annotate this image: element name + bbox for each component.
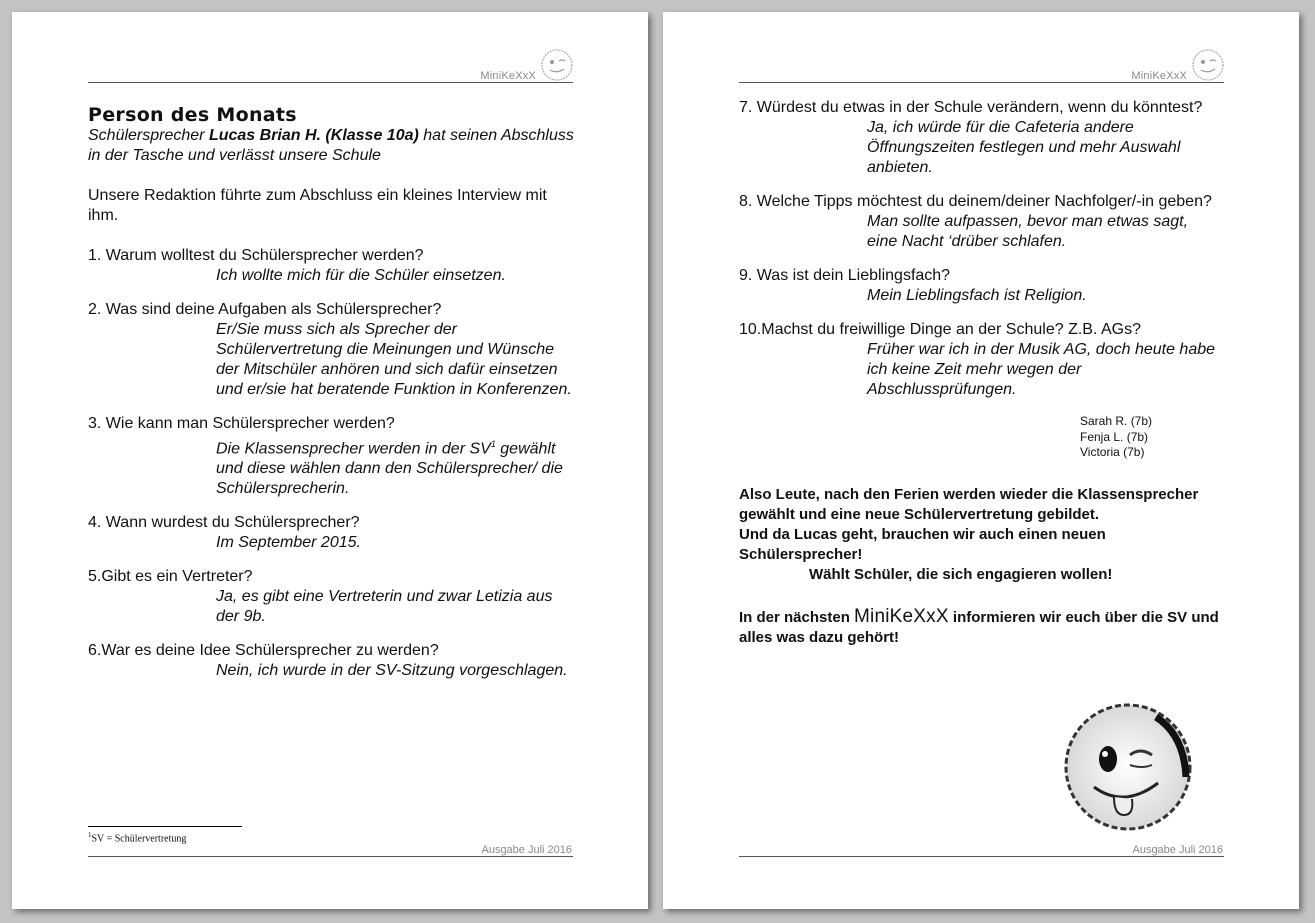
subtitle-post: hat seinen Abschluss in der Tasche und verlässt unsere Schule xyxy=(88,127,574,164)
announcement-line: Wählt Schüler, die sich engagieren wollen! xyxy=(809,565,1113,583)
qa-item xyxy=(88,513,578,553)
closing-brand: MiniKeXxX xyxy=(854,605,949,627)
header-divider xyxy=(739,82,1224,83)
winking-mascot-icon xyxy=(1058,697,1198,837)
subtitle-pre: Schülersprecher xyxy=(88,127,209,144)
qa-item xyxy=(739,98,1219,178)
announcement-line: Und da Lucas geht, brauchen wir auch einen neuen Schülersprecher! xyxy=(739,525,1106,563)
article-body xyxy=(88,104,578,681)
article-body-continued xyxy=(739,98,1219,648)
footnote-text: SV = Schülervertretung xyxy=(91,833,187,845)
qa-item xyxy=(88,641,578,681)
footnote xyxy=(88,831,186,844)
announcement xyxy=(739,485,1219,585)
qa-item xyxy=(88,300,578,400)
footer-edition: Ausgabe Juli 2016 xyxy=(481,844,572,856)
author: Victoria (7b) xyxy=(1080,445,1145,459)
footer-divider xyxy=(88,856,573,857)
answer: Ja, es gibt eine Vertreterin und zwar Letizia aus der 9b. xyxy=(216,588,553,626)
qa-item xyxy=(739,266,1219,306)
question: 7. Würdest du etwas in der Schule verändern, wenn du könntest? xyxy=(739,99,1203,116)
answer: Ja, ich würde für die Cafeteria andere Öffnungszeiten festlegen und mehr Auswahl anbieten. xyxy=(867,119,1181,176)
qa-item xyxy=(739,320,1219,400)
answer: Man sollte aufpassen, bevor man etwas sagt, eine Nacht ‘drüber schlafen. xyxy=(867,213,1189,250)
footnote-divider xyxy=(88,826,242,827)
document-page-right xyxy=(663,12,1299,909)
closing-pre: In der nächsten xyxy=(739,608,855,626)
author-list xyxy=(1080,414,1219,461)
qa-item xyxy=(739,192,1219,252)
question: 9. Was ist dein Lieblingsfach? xyxy=(739,267,951,284)
mascot-logo-small-icon xyxy=(540,48,574,82)
answer: Nein, ich wurde in der SV-Sitzung vorgeschlagen. xyxy=(216,662,568,680)
document-page-left xyxy=(12,12,648,909)
author: Sarah R. (7b) xyxy=(1080,414,1153,428)
article-title: Person des Monats xyxy=(88,104,297,126)
footer-divider xyxy=(739,856,1224,857)
article-subtitle xyxy=(88,126,578,166)
question: 5.Gibt es ein Vertreter? xyxy=(88,568,253,586)
footer-edition: Ausgabe Juli 2016 xyxy=(1132,844,1223,856)
closing-text xyxy=(739,607,1219,648)
question: 1. Warum wolltest du Schülersprecher werden? xyxy=(88,247,424,264)
qa-item xyxy=(88,567,578,627)
answer: Früher war ich in der Musik AG, doch heute habe ich keine Zeit mehr wegen der Abschlussprüfungen. xyxy=(867,341,1216,398)
header-brand: MiniKeXxX xyxy=(480,70,536,82)
footnote-number: 1 xyxy=(88,831,92,839)
answer: Ich wollte mich für die Schüler einsetzen. xyxy=(216,267,506,284)
question: 2. Was sind deine Aufgaben als Schülersprecher? xyxy=(88,301,442,318)
qa-item xyxy=(88,246,578,286)
author: Fenja L. (7b) xyxy=(1080,429,1149,444)
intro-text: Unsere Redaktion führte zum Abschluss ein kleines Interview mit ihm. xyxy=(88,187,547,224)
answer xyxy=(216,434,578,499)
question: 6.War es deine Idee Schülersprecher zu werden? xyxy=(88,642,439,660)
mascot-logo-small-icon xyxy=(1191,48,1225,82)
closing-post: informieren wir euch über die SV und alles was dazu gehört! xyxy=(739,608,1219,646)
answer: Im September 2015. xyxy=(216,534,361,552)
answer: Mein Lieblingsfach ist Religion. xyxy=(867,287,1087,304)
subtitle-bold: Lucas Brian H. (Klasse 10a) xyxy=(208,127,419,144)
question: 8. Welche Tipps möchtest du deinem/deiner Nachfolger/-in geben? xyxy=(739,193,1212,210)
answer: Er/Sie muss sich als Sprecher der Schülervertretung die Meinungen und Wünsche der Mitschüler anhören und sich dafür einsetzen und er/sie hat beratende Funktion in Konferenzen. xyxy=(216,321,572,398)
question: 4. Wann wurdest du Schülersprecher? xyxy=(88,514,360,532)
header-divider xyxy=(88,82,573,83)
announcement-line: Also Leute, nach den Ferien werden wieder die Klassensprecher gewählt und eine neue Schülervertretung gebildet. xyxy=(739,485,1199,523)
header-brand: MiniKeXxX xyxy=(1131,70,1187,82)
question: 3. Wie kann man Schülersprecher werden? xyxy=(88,415,395,432)
question: 10.Machst du freiwillige Dinge an der Schule? Z.B. AGs? xyxy=(739,321,1141,338)
qa-item xyxy=(88,414,578,499)
footnote-ref: 1 xyxy=(490,439,496,449)
answer-part: gewählt und diese wählen dann den Schülersprecher/ die Schülersprecherin. xyxy=(216,440,563,498)
answer-part: Die Klassensprecher werden in der SV xyxy=(216,440,491,458)
